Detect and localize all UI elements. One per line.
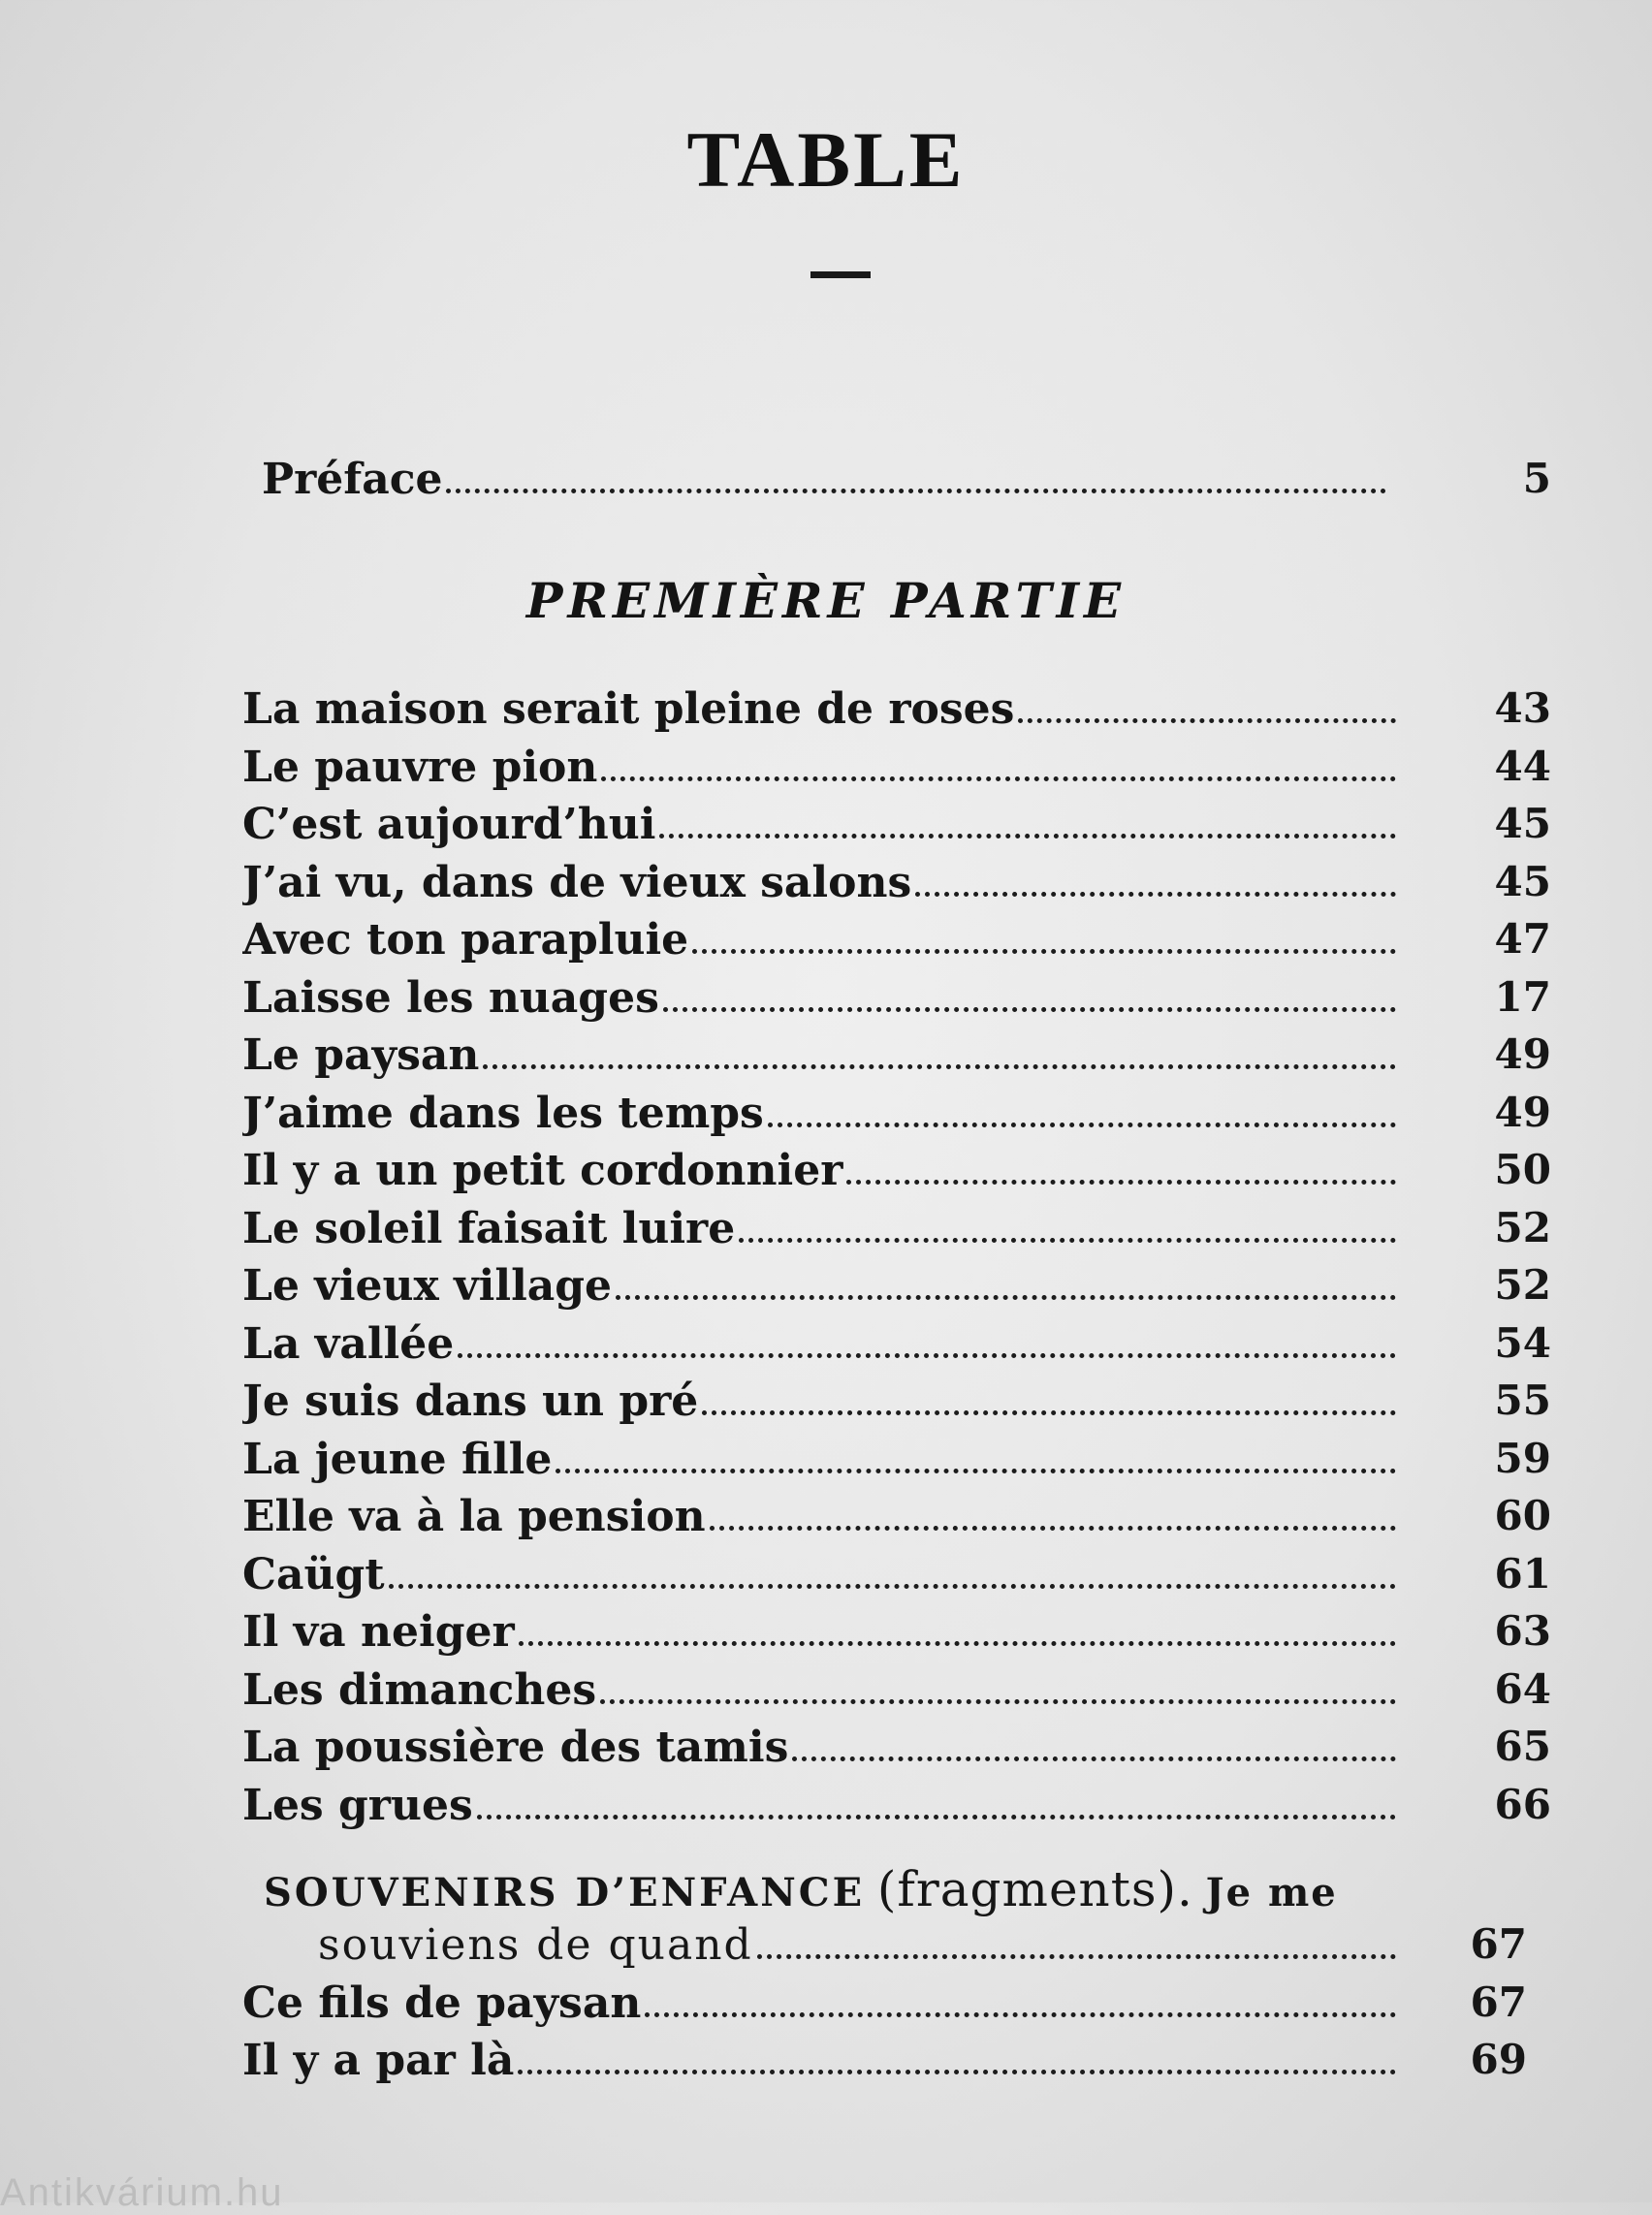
dot-leader (692, 949, 1396, 954)
dot-leader (710, 1526, 1396, 1531)
toc-entry (242, 1088, 1551, 1142)
dot-leader (389, 1584, 1396, 1589)
toc-entry-label: Il y a par là (242, 2036, 515, 2085)
toc-entry (242, 1780, 1551, 1834)
toc-entry (242, 799, 1551, 853)
page-title: TABLE (686, 115, 966, 204)
dot-leader (556, 1469, 1396, 1473)
toc-entry-label: J’ai vu, dans de vieux salons (242, 857, 912, 907)
toc-entry-page: 54 (1494, 1318, 1551, 1367)
dot-leader (702, 1410, 1396, 1415)
toc-entry-label: Caügt (242, 1549, 385, 1599)
toc-entry-page: 43 (1494, 684, 1551, 732)
toc-entry-page: 64 (1494, 1664, 1551, 1713)
toc-entry-label: J’aime dans les temps (242, 1088, 764, 1138)
dot-leader (645, 2012, 1396, 2017)
toc-entry (242, 1318, 1551, 1373)
toc-entry (242, 1203, 1551, 1257)
watermark: Antikvárium.hu (0, 2171, 284, 2214)
toc-entry-page: 52 (1494, 1261, 1551, 1309)
toc-entry-label: Le paysan (242, 1030, 480, 1080)
toc-entry (242, 2035, 1527, 2089)
dot-leader (768, 1123, 1396, 1127)
toc-entry-label: C’est aujourd’hui (242, 800, 656, 849)
souvenirs-fragments-note: (fragments). (876, 1861, 1193, 1917)
toc-entry-label: La vallée (242, 1318, 455, 1369)
toc-entry (242, 1978, 1527, 2032)
toc-entry-label: souviens de quand (318, 1920, 753, 1970)
toc-entry-page: 49 (1494, 1088, 1551, 1136)
souvenirs-heading (264, 1861, 1427, 1917)
toc-entry-page: 63 (1494, 1607, 1551, 1655)
dot-leader (659, 834, 1396, 839)
toc-entry (242, 1549, 1551, 1603)
toc-entry-label: Je suis dans un pré (242, 1376, 699, 1426)
toc-entry (242, 1722, 1551, 1776)
dot-leader (616, 1295, 1396, 1300)
souvenirs-first-words: Je me (1205, 1870, 1338, 1915)
toc-entry-page: 44 (1494, 742, 1551, 790)
dot-leader (757, 1954, 1396, 1959)
toc-entry-page: 17 (1494, 972, 1551, 1021)
dot-leader (600, 1699, 1396, 1704)
toc-entry-page: 59 (1494, 1434, 1551, 1482)
souvenirs-title: SOUVENIRS D’ENFANCE (264, 1870, 866, 1915)
toc-entry-label: La poussière des tamis (242, 1723, 789, 1772)
toc-entry-page: 49 (1494, 1030, 1551, 1078)
toc-entry (242, 683, 1551, 738)
toc-entry (242, 1376, 1551, 1430)
toc-entry (242, 1606, 1551, 1661)
toc-entry-label: Préface (262, 455, 443, 504)
dot-leader (458, 1353, 1396, 1358)
dot-leader (483, 1064, 1396, 1069)
toc-entry-page: 45 (1494, 800, 1551, 847)
toc-entry (242, 1029, 1551, 1084)
dot-leader (519, 1641, 1396, 1646)
dot-leader (663, 1007, 1396, 1012)
toc-entry (242, 1434, 1551, 1488)
dot-leader (1018, 718, 1396, 723)
dot-leader (739, 1238, 1396, 1243)
dot-leader (846, 1180, 1396, 1185)
toc-entry (242, 742, 1551, 796)
toc-entry-label: Avec ton parapluie (242, 915, 689, 965)
part-heading: PREMIÈRE PARTIE (525, 572, 1127, 629)
dot-leader (915, 892, 1396, 897)
toc-entry (242, 857, 1551, 911)
toc-entry-label: Elle va à la pension (242, 1492, 706, 1541)
toc-entry-page: 67 (1470, 1920, 1527, 1968)
dot-leader (518, 2070, 1396, 2074)
dot-leader (792, 1756, 1396, 1761)
toc-entry (242, 1491, 1551, 1545)
toc-entry-page: 66 (1494, 1780, 1551, 1828)
toc-entry-page: 61 (1494, 1549, 1551, 1598)
toc-entry-page: 69 (1470, 2036, 1527, 2083)
toc-entry (242, 1260, 1551, 1314)
dot-leader (477, 1815, 1396, 1819)
toc-entry (242, 972, 1551, 1027)
toc-entry-page: 47 (1494, 915, 1551, 963)
toc-entry-souvenirs (242, 1919, 1527, 1974)
toc-entry-page: 55 (1494, 1376, 1551, 1424)
toc-entry-page: 5 (1522, 455, 1551, 502)
toc-entry-label: Il va neiger (242, 1607, 515, 1657)
toc-entry-page: 45 (1494, 857, 1551, 905)
toc-entry-label: Laisse les nuages (242, 972, 659, 1023)
dot-leader (446, 489, 1386, 493)
toc-entry-label: Les grues (242, 1780, 473, 1830)
toc-entry-preface (262, 454, 1551, 508)
toc-entry-label: Le soleil faisait luire (242, 1203, 736, 1253)
toc-entry-page: 65 (1494, 1723, 1551, 1770)
toc-entry-label: Le pauvre pion (242, 742, 598, 792)
toc-entry-page: 60 (1494, 1492, 1551, 1539)
toc-entry (242, 914, 1551, 968)
toc-entry-label: Le vieux village (242, 1261, 613, 1311)
toc-entry (242, 1145, 1551, 1199)
toc-entry-label: Ce fils de paysan (242, 1978, 642, 2028)
toc-entry (242, 1664, 1551, 1719)
toc-entry-page: 52 (1494, 1203, 1551, 1251)
toc-entry-label: Il y a un petit cordonnier (242, 1146, 843, 1195)
toc-entry-label: La maison serait pleine de roses (242, 684, 1015, 734)
title-dash-divider (810, 271, 871, 278)
dot-leader (601, 776, 1396, 781)
toc-entry-label: La jeune fille (242, 1434, 553, 1484)
toc-entry-page: 67 (1470, 1978, 1527, 2026)
toc-entry-label: Les dimanches (242, 1664, 597, 1715)
toc-entry-page: 50 (1494, 1146, 1551, 1193)
